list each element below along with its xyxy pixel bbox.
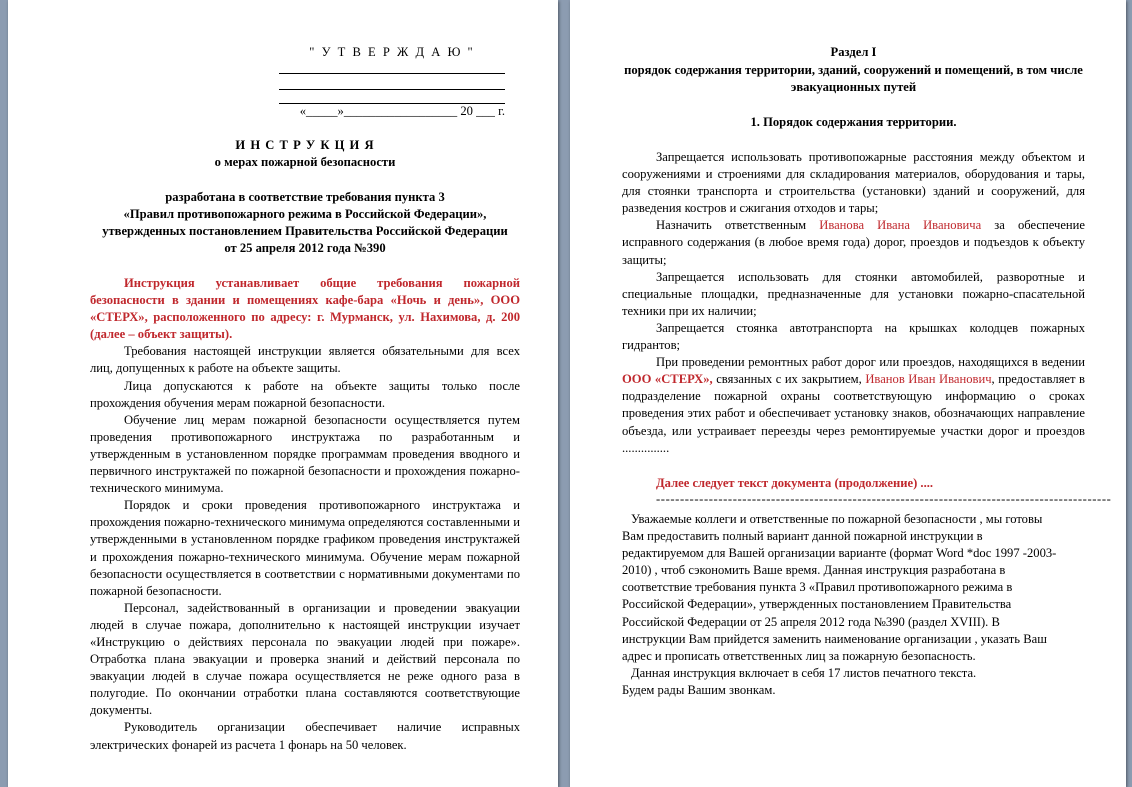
body-paragraph (622, 217, 1085, 268)
note-line: редактируемом для Вашей организации варианте (формат Word *doc 1997 -2003- (622, 546, 1057, 561)
note-line: Российской Федерации от 25 апреля 2012 года №390 (раздел XVIII). В (622, 614, 1000, 629)
intro-paragraph: Инструкция устанавливает общие требования пожарной безопасности в здании и помещениях кафе-бара «Ночь и день», ООО «СТЕРХ», расположенного по адресу: г. Мурманск, ул. Нахимова, д. 200 (далее – объект защиты). (90, 276, 520, 342)
text-run: Назначить ответственным (656, 218, 820, 233)
basis-line: разработана в соответствие требования пункта 3 (165, 190, 445, 204)
separator-line: ----------------------------------------------------------------------------------------------- (656, 492, 1112, 506)
instruction-body (90, 275, 520, 754)
note-line: Данная инструкция включает в себя 17 листов печатного текста. (631, 665, 977, 680)
basis-line: «Правил противопожарного режима в Российской Федерации», (123, 207, 487, 222)
section-heading: 1. Порядок содержания территории. (750, 115, 957, 129)
body-paragraph: Запрещается использовать для стоянки автомобилей, разворотные и специальные площадки, предназначенные для установки пожарно-спасательной техники при их наличии; (622, 269, 1085, 318)
approval-signature-line-2 (279, 89, 505, 90)
approval-title: " У Т В Е Р Ж Д А Ю " (309, 45, 475, 59)
document-page-left (8, 0, 558, 787)
text-run: При проведении ремонтных работ дорог или проездов, находящихся в ведении (656, 355, 1085, 370)
body-paragraph: Запрещается использовать противопожарные расстояния между объектом и сооружениями и строениями для складирования материалов, оборудования и тары, для стоянки транспорта и строительства (установки) зданий и сооружений, для разведения костров и сжигания отходов и тары; (622, 150, 1085, 216)
document-page-right (570, 0, 1126, 787)
text-run: связанных с их закрытием, (712, 372, 866, 387)
body-paragraph: Требования настоящей инструкции является обязательными для всех лиц, допущенных к работе на объекте защиты. (90, 344, 520, 376)
body-paragraph (622, 354, 1085, 457)
basis-line: от 25 апреля 2012 года №390 (224, 241, 386, 256)
note-line: инструкции Вам прийдется заменить наименование организации , указать Ваш (622, 631, 1047, 646)
note-line: Уважаемые коллеги и ответственные по пожарной безопасности , мы готовы (631, 512, 1043, 526)
section-title: Раздел I (830, 45, 877, 59)
body-paragraph: Персонал, задействованный в организации и проведении эвакуации людей в случае пожара, дополнительно к настоящей инструкции изучает «Инструкцию о действиях персонала по эвакуации людей при пожаре». Отработка плана эвакуации и проверка знаний и действий персонала по эвакуации людей в случае пожара осуществляется не реже одного раза в полугодие. По окончании отработки плана составляются соответствующие документы. (90, 600, 520, 718)
text-run: за обеспечение исправного содержания (в любое время года) дорог, проездов и подъездов к объекту защиты; (622, 218, 1085, 267)
document-subtitle: о мерах пожарной безопасности (214, 155, 396, 169)
basis-line: утвержденных постановлением Правительства Российской Федерации (102, 224, 508, 239)
note-line: адрес и прописать ответственных лиц за пожарную безопасность. (622, 648, 976, 663)
document-basis (90, 189, 520, 257)
approval-date-line: «_____»__________________ 20 ___ г. (299, 104, 505, 118)
approval-signature-line-1 (279, 73, 505, 74)
continued-notice: Далее следует текст документа (продолжение) .... (656, 476, 934, 490)
responsible-person: Иванов Иван Иванович (865, 372, 992, 387)
organization-name: ООО «СТЕРХ», (622, 372, 713, 387)
document-title: И Н С Т Р У К Ц И Я (235, 138, 375, 152)
section-body (622, 149, 1085, 457)
note-line: Вам предоставить полный вариант данной пожарной инструкции в (622, 529, 983, 544)
note-line: Российской Федерации», утвержденных постановлением Правительства (622, 597, 1012, 612)
body-paragraph: Лица допускаются к работе на объекте защиты только после прохождения обучения мерам пожарной безопасности. (90, 378, 520, 410)
body-paragraph: Запрещается стоянка автотранспорта на крышках колодцев пожарных гидрантов; (622, 320, 1085, 353)
note-line: 2010) , чтоб сэкономить Ваше время. Данная инструкция разработана в (622, 563, 1006, 578)
note-line: соответствие требования пункта 3 «Правил противопожарного режима в (622, 580, 1013, 595)
body-paragraph: Обучение лиц мерам пожарной безопасности осуществляется путем проведения противопожарного инструктажа по разработанным и утвержденным в установленном порядке программам проведения вводного и первичного инструктажей по пожарной безопасности и прохождения пожарно-технического минимума. (90, 412, 520, 496)
body-paragraph: Порядок и сроки проведения противопожарного инструктажа и прохождения пожарно-технического минимума определяются составленными и утвержденными в установленном порядке графиком проведения инструктажей и прохождения пожарно-технического минимума. Обучение мерам пожарной безопасности осуществляется в соответствии с нормативными документами по пожарной безопасности. (90, 498, 520, 598)
note-line: Будем рады Вашим звонкам. (622, 682, 776, 697)
text-run: , предоставляет в подразделение пожарной охраны соответствующую информацию о сроках проведения этих работ и обеспечивает установку знаков, обозначающих направление объезда, или устраивает переезды через ремонтируемые участки дорог и проездов ............... (622, 372, 1085, 455)
body-paragraph: Руководитель организации обеспечивает наличие исправных электрических фонарей из расчета 1 фонарь на 50 человек. (90, 720, 520, 752)
contact-note (622, 511, 1102, 699)
responsible-person: Иванова Ивана Ивановича (819, 218, 982, 233)
section-subtitle: порядок содержания территории, зданий, сооружений и помещений, в том числе эвакуационных путей (624, 63, 1083, 95)
